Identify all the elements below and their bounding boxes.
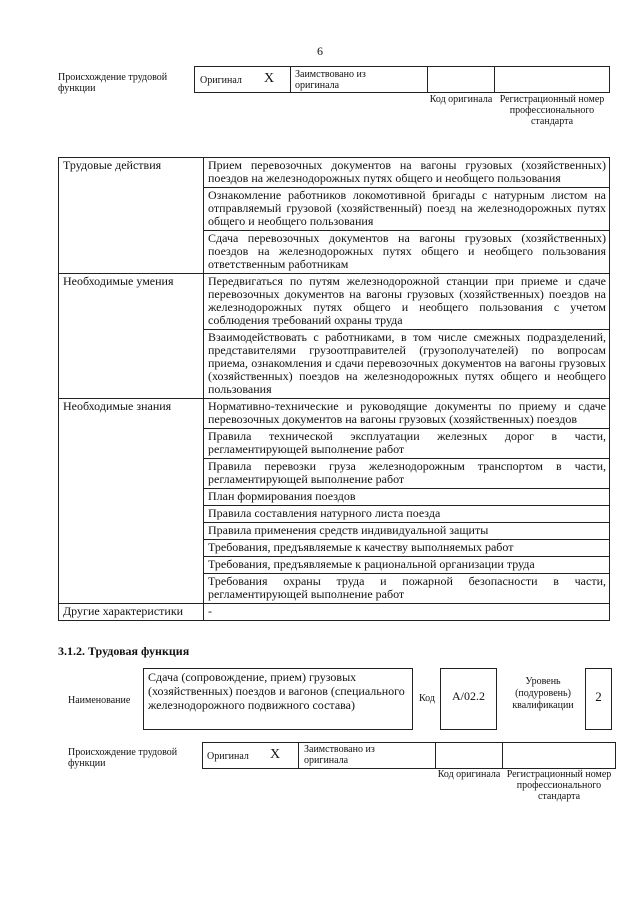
original-mark: X <box>264 71 275 86</box>
row-label: Трудовые действия <box>59 158 204 274</box>
row-item: Нормативно-технические и руководящие документы по приему и сдаче перевозочных документов на вагоны грузовых (хозяйственных) поездов <box>204 399 610 429</box>
labor-function-table <box>58 157 610 621</box>
table-row <box>59 399 610 429</box>
reg-number-cell <box>502 742 616 769</box>
level-label: Уровень (подуровень) квалификации <box>512 676 574 711</box>
row-item: Правила применения средств индивидуальной защиты <box>204 523 610 540</box>
row-item: Ознакомление работников локомотивной бригады с натурным листом на отправляемый грузовой (хозяйственный) поезд на железнодорожных путях общего и необщего пользования <box>204 188 610 231</box>
original-label: Оригинал <box>200 75 242 86</box>
reg-number-cell <box>494 66 610 93</box>
table-row <box>59 274 610 330</box>
row-item: Требования охраны труда и пожарной безопасности в части, регламентирующей выполнение работ <box>204 574 610 604</box>
row-item: Правила технической эксплуатации железных дорог в части, регламентирующей выполнение работ <box>204 429 610 459</box>
row-label: Необходимые умения <box>59 274 204 399</box>
reg-caption: Регистрационный номер профессионального стандарта <box>506 769 612 802</box>
original-label: Оригинал <box>207 751 249 762</box>
table-row <box>59 158 610 188</box>
code-label: Код <box>419 693 435 704</box>
row-item: Требования, предъявляемые к рациональной организации труда <box>204 557 610 574</box>
code-caption: Код оригинала <box>437 769 501 780</box>
row-item: Передвигаться по путям железнодорожной станции при приеме и сдаче перевозочных документов на вагоны грузовых (хозяйственных) поездов на железнодорожных путях общего и необщего пользования с учетом соблюдения требований охраны труда <box>204 274 610 330</box>
level-value: 2 <box>585 668 612 730</box>
row-label: Другие характеристики <box>59 604 204 621</box>
section-title: 3.1.2. Трудовая функция <box>58 644 190 658</box>
table-row <box>59 604 610 621</box>
original-mark: X <box>270 747 281 762</box>
row-item: Правила перевозки груза железнодорожным транспортом в части, регламентирующей выполнение работ <box>204 459 610 489</box>
row-item: Требования, предъявляемые к качеству выполняемых работ <box>204 540 610 557</box>
name-label: Наименование <box>68 695 131 706</box>
row-item: Взаимодействовать с работниками, в том числе смежных подразделений, представителями грузоотправителей (грузополучателей) по вопросам приема, ознакомления и сдачи перевозочных документов на вагоны грузовых (хозяйственных) поездов на железнодорожных путях общего и необщего пользования <box>204 330 610 399</box>
borrowed-label: Заимствовано из оригинала <box>304 744 375 766</box>
origin-label: Происхождение трудовой функции <box>68 747 178 769</box>
code-cell <box>427 66 495 93</box>
row-label: Необходимые знания <box>59 399 204 604</box>
code-value: A/02.2 <box>440 668 497 730</box>
page-number: 6 <box>317 44 323 58</box>
code-caption: Код оригинала <box>429 94 493 105</box>
borrowed-label: Заимствовано из оригинала <box>295 69 366 91</box>
row-item: Прием перевозочных документов на вагоны грузовых (хозяйственных) поездов на железнодорожных путях общего и необщего пользования <box>204 158 610 188</box>
row-item: План формирования поездов <box>204 489 610 506</box>
name-value: Сдача (сопровождение, прием) грузовых (хозяйственных) поездов и вагонов (специального железнодорожного подвижного состава) <box>143 668 413 730</box>
row-item: - <box>204 604 610 621</box>
row-item: Сдача перевозочных документов на вагоны грузовых (хозяйственных) поездов на железнодорожных путях общего и необщего пользования ответственным работникам <box>204 231 610 274</box>
reg-caption: Регистрационный номер профессионального стандарта <box>499 94 605 127</box>
origin-label: Происхождение трудовой функции <box>58 72 168 94</box>
code-cell <box>435 742 503 769</box>
row-item: Правила составления натурного листа поезда <box>204 506 610 523</box>
